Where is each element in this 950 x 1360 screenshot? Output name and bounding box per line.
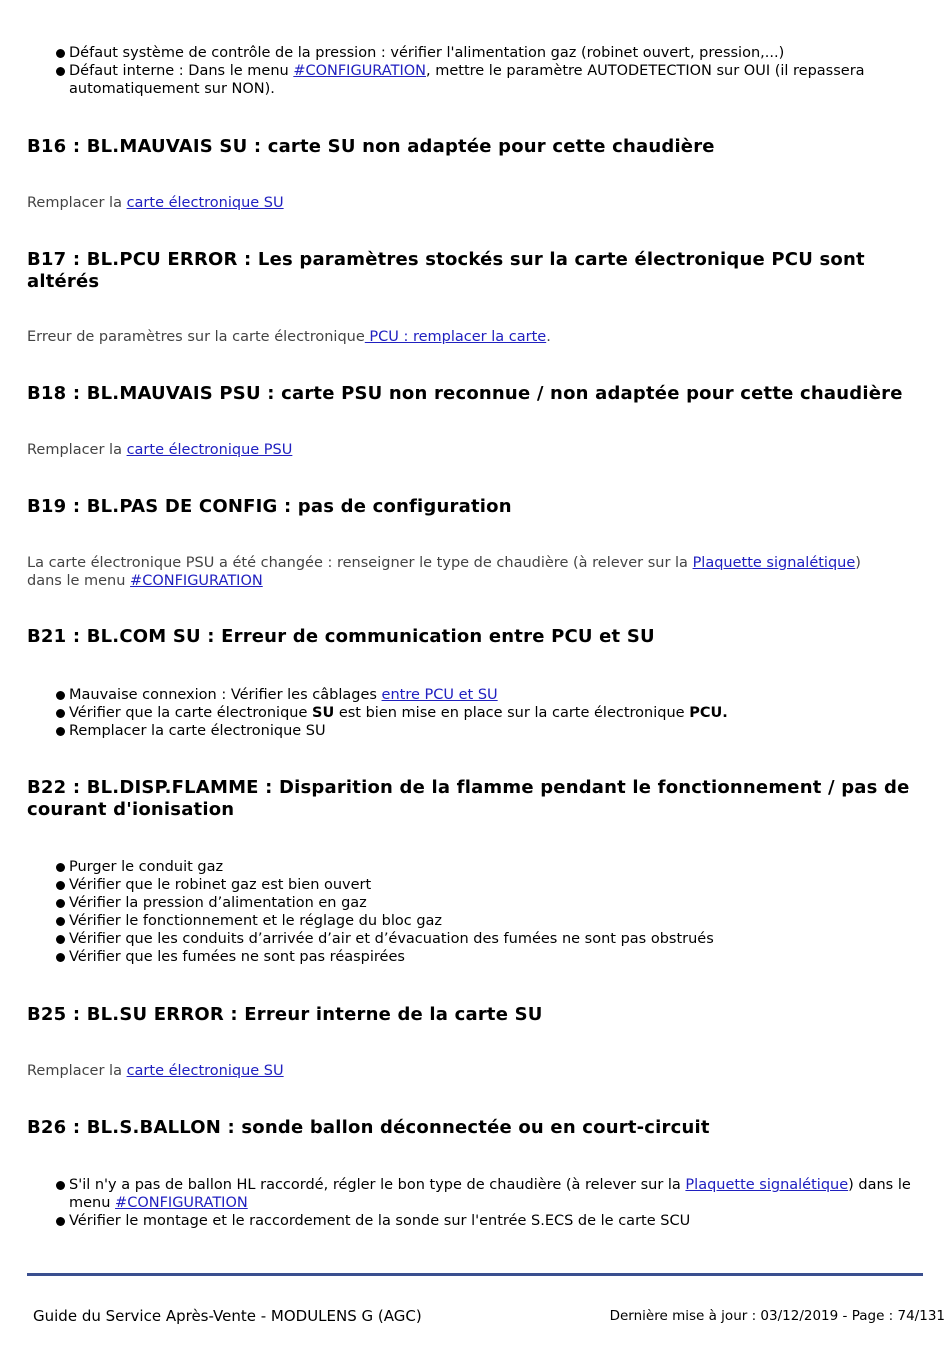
list-item-text: Purger le conduit gaz (69, 859, 224, 875)
section-heading-b22: B22 : BL.DISP.FLAMME : Disparition de la flamme pendant le fonctionnement / pas de courant d'ionisation (27, 777, 910, 820)
carte-psu-link[interactable]: carte électronique PSU (126, 442, 293, 458)
section-heading-b21: B21 : BL.COM SU : Erreur de communication entre PCU et SU (27, 626, 655, 647)
intro-list (27, 44, 942, 98)
body-text: Remplacer la (27, 442, 127, 458)
list-item (69, 930, 942, 948)
list-item (69, 1176, 942, 1212)
list-item-text: Vérifier que les fumées ne sont pas réaspirées (69, 949, 405, 965)
carte-su-link[interactable]: carte électronique SU (126, 1063, 284, 1079)
b21-list (27, 686, 942, 740)
list-item (69, 722, 942, 740)
section-heading-b16: B16 : BL.MAUVAIS SU : carte SU non adaptée pour cette chaudière (27, 136, 715, 157)
list-item (69, 704, 942, 722)
section-text-b19 (27, 554, 897, 590)
list-item-text: Vérifier que les conduits d’arrivée d’air et d’évacuation des fumées ne sont pas obstrués (69, 931, 714, 947)
body-text: La carte électronique PSU a été changée : renseigner le type de chaudière (à relever sur la (27, 555, 693, 571)
pcu-su-cabling-link[interactable]: entre PCU et SU (381, 687, 498, 703)
list-item (69, 1212, 942, 1230)
section-heading-b25: B25 : BL.SU ERROR : Erreur interne de la carte SU (27, 1004, 543, 1025)
list-item-text: Remplacer la carte électronique SU (69, 723, 326, 739)
b26-list-block (27, 1176, 942, 1230)
plaquette-signaletique-link[interactable]: Plaquette signalétique (692, 555, 856, 571)
list-item-text: Vérifier que le robinet gaz est bien ouvert (69, 877, 372, 893)
footer-page-info: Dernière mise à jour : 03/12/2019 - Page : 74/131 (609, 1308, 945, 1324)
list-item-text: Vérifier le montage et le raccordement de la sonde sur l'entrée S.ECS de le carte SCU (69, 1213, 691, 1229)
list-item (69, 62, 942, 98)
list-item (69, 686, 942, 704)
list-item-text: Défaut système de contrôle de la pression : vérifier l'alimentation gaz (robinet ouvert, pression,...) (69, 45, 785, 61)
body-text: Remplacer la (27, 1063, 127, 1079)
list-item-text: est bien mise en place sur la carte électronique (334, 705, 690, 721)
b21-list-block (27, 686, 942, 740)
list-item (69, 876, 942, 894)
list-item-text: S'il n'y a pas de ballon HL raccordé, régler le bon type de chaudière (à relever sur la (69, 1177, 686, 1193)
list-item (69, 948, 942, 966)
bold-text: SU (312, 705, 335, 721)
b26-list (27, 1176, 942, 1230)
pcu-replace-link[interactable]: PCU : remplacer la carte (364, 329, 547, 345)
plaquette-signaletique-link[interactable]: Plaquette signalétique (685, 1177, 849, 1193)
section-heading-b19: B19 : BL.PAS DE CONFIG : pas de configuration (27, 496, 512, 517)
configuration-link[interactable]: #CONFIGURATION (115, 1195, 248, 1211)
list-item (69, 912, 942, 930)
section-heading-b26: B26 : BL.S.BALLON : sonde ballon déconnectée ou en court-circuit (27, 1117, 710, 1138)
section-heading-b18: B18 : BL.MAUVAIS PSU : carte PSU non reconnue / non adaptée pour cette chaudière (27, 383, 903, 404)
list-item-text: ) dans le menu (69, 1177, 911, 1211)
b22-list-block (27, 858, 942, 966)
list-item (69, 858, 942, 876)
footer-document-title: Guide du Service Après-Vente - MODULENS G (AGC) (33, 1307, 422, 1325)
intro-list-block (27, 44, 942, 98)
section-text-b18 (27, 441, 927, 459)
section-text-b25 (27, 1062, 927, 1080)
section-heading-b17: B17 : BL.PCU ERROR : Les paramètres stockés sur la carte électronique PCU sont altérés (27, 249, 865, 292)
list-item (69, 44, 942, 62)
bold-text: PCU. (689, 705, 728, 721)
list-item-text: Défaut interne : Dans le menu (69, 63, 294, 79)
list-item-text: Vérifier que la carte électronique (69, 705, 312, 721)
carte-su-link[interactable]: carte électronique SU (126, 195, 284, 211)
list-item (69, 894, 942, 912)
list-item-text: Vérifier la pression d’alimentation en gaz (69, 895, 367, 911)
list-item-text: Vérifier le fonctionnement et le réglage du bloc gaz (69, 913, 443, 929)
list-item-text: Mauvaise connexion : Vérifier les câblages (69, 687, 382, 703)
b22-list (27, 858, 942, 966)
section-text-b17 (27, 328, 927, 346)
body-text: Remplacer la (27, 195, 127, 211)
body-text: Erreur de paramètres sur la carte électronique (27, 329, 365, 345)
section-text-b16 (27, 194, 927, 212)
body-text: ) dans le menu (27, 555, 861, 589)
list-item-text: , mettre le paramètre AUTODETECTION sur OUI (il repassera automatiquement sur NON). (69, 63, 865, 97)
body-text: . (546, 329, 551, 345)
footer-divider (27, 1273, 923, 1276)
configuration-link[interactable]: #CONFIGURATION (130, 573, 263, 589)
configuration-link[interactable]: #CONFIGURATION (293, 63, 426, 79)
